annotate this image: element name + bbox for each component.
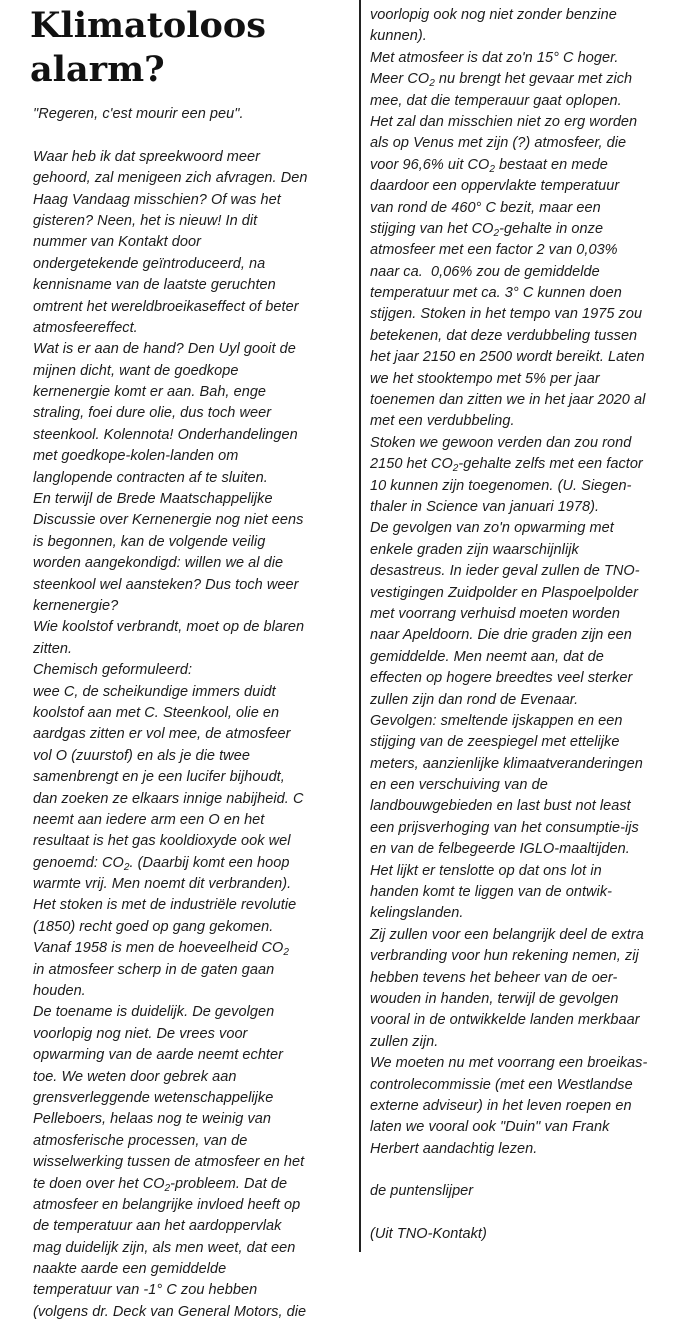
text-line: we het stooktempo met 5% per jaar xyxy=(370,370,600,387)
text-line: opwarming van de aarde neemt echter xyxy=(33,1047,284,1064)
text-line: (1850) recht goed op gang gekomen. xyxy=(33,918,274,935)
text-line: vooral in de ontwikkelde landen merkbaar xyxy=(370,1012,640,1029)
text-line: (volgens dr. Deck van General Motors, die xyxy=(33,1303,307,1320)
text-line: de puntenslijper xyxy=(370,1183,474,1200)
text-line: laten we vooral ook "Duin" van Frank xyxy=(370,1119,610,1136)
text-line: warmte vrij. Men noemt dit verbranden). xyxy=(33,876,292,893)
text-line: We moeten nu met voorrang een broeikas- xyxy=(370,1055,648,1072)
text-line: en van de felbegeerde IGLO-maaltijden. xyxy=(370,841,630,858)
text-line: zullen zijn. xyxy=(370,1033,439,1050)
text-line: vestigingen Zuidpolder en Plaspoelpolder xyxy=(370,584,639,601)
text-line: Met atmosfeer is dat zo'n 15° C hoger. xyxy=(370,49,619,66)
text-line: wee C, de scheikundige immers duidt xyxy=(33,683,276,700)
text-line: straling, foei dure olie, dus toch weer xyxy=(33,405,272,422)
text-line: wouden in handen, terwijl de gevolgen xyxy=(370,990,619,1007)
paragraph-gap xyxy=(370,1203,694,1224)
text-line: thaler in Science van januari 1978). xyxy=(370,498,600,515)
text-line: 10 kunnen zijn toegenomen. (U. Siegen- xyxy=(370,477,632,494)
text-line: Het zal dan misschien niet zo erg worden xyxy=(370,113,638,130)
text-line: neemt aan iedere arm een O en het xyxy=(33,811,265,828)
text-line: atmosfeer met een factor 2 van 0,03% xyxy=(370,242,618,259)
text-line: vol O (zuurstof) en als je die twee xyxy=(33,747,250,764)
column-divider xyxy=(359,0,361,1252)
text-line: mag duidelijk zijn, als men weet, dat een xyxy=(33,1239,296,1256)
text-line: temperatuur van -1° C zou hebben xyxy=(33,1282,258,1299)
text-line: nummer van Kontakt door xyxy=(33,234,201,251)
text-line: de temperatuur aan het aardoppervlak xyxy=(33,1218,282,1235)
text-line: betekenen, dat deze verdubbeling tussen xyxy=(370,327,638,344)
text-line: een prijsverhoging van het consumptie-ijs xyxy=(370,819,639,836)
text-line: Wie koolstof verbrandt, moet op de blaren xyxy=(33,619,305,636)
text-line: stijgen. Stoken in het tempo van 1975 zou xyxy=(370,306,643,323)
text-line: handen komt te liggen van de ontwik- xyxy=(370,884,613,901)
text-line: voorlopig nog niet. De vrees voor xyxy=(33,1025,248,1042)
text-line: gisteren? Neen, het is nieuw! In dit xyxy=(33,212,258,229)
text-line: koolstof aan met C. Steenkool, olie en xyxy=(33,704,280,721)
text-line: Het stoken is met de industriële revolutie xyxy=(33,897,297,914)
text-line: landbouwgebieden en last bust not least xyxy=(370,798,631,815)
text-line: kelingslanden. xyxy=(370,905,464,922)
text-line: kernenergie? xyxy=(33,597,119,614)
text-line: Het lijkt er tenslotte op dat ons lot in xyxy=(370,862,602,879)
text-line: daardoor een oppervlakte temperatuur xyxy=(370,178,620,195)
text-line: Gevolgen: smeltende ijskappen en een xyxy=(370,712,623,729)
text-line: verbranding voor hun rekening nemen, zij xyxy=(370,948,639,965)
text-line: te doen over het $CO_2$-probleem. Dat de xyxy=(33,1175,288,1194)
text-line: (Uit TNO-Kontakt) xyxy=(370,1226,487,1243)
text-line: naakte aarde een gemiddelde xyxy=(33,1261,227,1278)
text-line: zullen zijn dan rond de Evenaar. xyxy=(370,691,579,708)
text-line: De toename is duidelijk. De gevolgen xyxy=(33,1004,275,1021)
text-line: meters, aanzienlijke klimaatveranderingen xyxy=(370,755,643,772)
text-line: mijnen dicht, want de goedkope xyxy=(33,362,239,379)
text-line: Discussie over Kernenergie nog niet eens xyxy=(33,512,304,529)
text-line: stijging van de zeespiegel met ettelijke xyxy=(370,734,620,751)
text-line: met goedkope-kolen-landen om xyxy=(33,448,239,465)
text-line: externe adviseur) in het leven roepen en xyxy=(370,1097,632,1114)
text-line: "Regeren, c'est mourir een peu". xyxy=(33,106,244,122)
text-line: naar ca. 0,06% zou de gemiddelde xyxy=(370,263,600,280)
text-line: Haag Vandaag misschien? Of was het xyxy=(33,191,281,208)
text-line: voorlopig ook nog niet zonder benzine xyxy=(370,7,617,23)
text-line: Meer $CO_2$ nu brengt het gevaar met zich xyxy=(370,71,633,90)
text-line: worden aangekondigd: willen we al die xyxy=(33,555,284,572)
text-line: genoemd: $CO_2$. (Daarbij komt een hoop xyxy=(33,854,290,873)
text-line: hebben tevens het beheer van de oer- xyxy=(370,969,618,986)
text-line: kunnen). xyxy=(370,28,427,45)
text-line: Chemisch geformuleerd: xyxy=(33,662,193,679)
text-line: toe. We weten door gebrek aan xyxy=(33,1068,237,1085)
text-line: als op Venus met zijn (?) atmosfeer, die xyxy=(370,135,627,152)
text-line: stijging van het $CO_2$-gehalte in onze xyxy=(370,220,604,239)
text-line: toenemen dan zitten we in het jaar 2020 al xyxy=(370,392,646,409)
text-line: aardgas zitten er vol mee, de atmosfeer xyxy=(33,726,291,743)
text-line: kennisname van de laatste geruchten xyxy=(33,277,276,294)
text-line: naar Apeldoorn. Die drie graden zijn een xyxy=(370,627,632,644)
text-line: voor 96,6% uit $CO_2$ bestaat en mede xyxy=(370,156,608,175)
text-line: enkele graden zijn waarschijnlijk xyxy=(370,541,579,558)
right-column xyxy=(370,5,694,1246)
text-line: steenkool wel aansteken? Dus toch weer xyxy=(33,576,299,593)
text-line: Wat is er aan de hand? Den Uyl gooit de xyxy=(33,341,296,358)
paragraph-gap xyxy=(370,1160,694,1181)
text-line: Waar heb ik dat spreekwoord meer xyxy=(33,148,260,165)
text-line: Zij zullen voor een belangrijk deel de extra xyxy=(370,926,644,943)
text-line: Vanaf 1958 is men de hoeveelheid $CO_2$ xyxy=(33,940,289,959)
text-line: langlopende contracten af te sluiten. xyxy=(33,469,268,486)
text-line: het jaar 2150 en 2500 wordt bereikt. Laten xyxy=(370,349,645,366)
text-line: atmosferische processen, van de xyxy=(33,1132,248,1149)
text-line: mee, dat die temperauur gaat oplopen. xyxy=(370,92,622,109)
text-line: van rond de 460° C bezit, maar een xyxy=(370,199,601,216)
text-line: is begonnen, kan de volgende veilig xyxy=(33,533,266,550)
text-line: in atmosfeer scherp in de gaten gaan xyxy=(33,961,275,978)
text-line: en een verschuiving van de xyxy=(370,777,548,794)
text-line: met een verdubbeling. xyxy=(370,413,515,430)
paragraph-gap xyxy=(33,125,355,146)
text-line: gemiddelde. Men neemt aan, dat de xyxy=(370,648,604,665)
text-line: Herbert aandachtig lezen. xyxy=(370,1140,538,1157)
text-line: zitten. xyxy=(33,640,73,657)
text-line: atmosfeer en belangrijke invloed heeft op xyxy=(33,1196,301,1213)
text-line: 2150 het $CO_2$-gehalte zelfs met een factor xyxy=(370,456,643,475)
text-line: grensverleggende wetenschappelijke xyxy=(33,1089,274,1106)
text-line: houden. xyxy=(33,983,86,1000)
text-line: dan zoeken ze elkaars innige nabijheid. C xyxy=(33,790,304,807)
article-title: Klimatoloos alarm? xyxy=(30,5,266,90)
text-line: met voorrang verhuisd moeten worden xyxy=(370,605,620,622)
text-line: samenbrengt en je een lucifer bijhoudt, xyxy=(33,769,285,786)
text-line: effecten op hogere breedtes veel sterker xyxy=(370,670,633,687)
text-line: ondergetekende geïntroduceerd, na xyxy=(33,255,266,272)
text-line: En terwijl de Brede Maatschappelijke xyxy=(33,491,273,508)
text-line: omtrent het wereldbroeikaseffect of beter xyxy=(33,298,299,315)
text-line: steenkool. Kolennota! Onderhandelingen xyxy=(33,426,298,443)
text-line: Pelleboers, helaas nog te weinig van xyxy=(33,1111,271,1128)
text-line: wisselwerking tussen de atmosfeer en het xyxy=(33,1154,305,1171)
text-line: resultaat is het gas kooldioxyde ook wel xyxy=(33,833,291,850)
text-line: De gevolgen van zo'n opwarming met xyxy=(370,520,614,537)
text-line: desastreus. In ieder geval zullen de TNO- xyxy=(370,563,640,580)
text-line: controlecommissie (met een Westlandse xyxy=(370,1076,633,1093)
left-column xyxy=(33,104,355,1323)
text-line: kernenergie komt er aan. Bah, enge xyxy=(33,384,267,401)
text-line: gehoord, zal menigeen zich afvragen. Den xyxy=(33,170,308,187)
text-line: Stoken we gewoon verden dan zou rond xyxy=(370,434,632,451)
text-line: temperatuur met ca. 3° C kunnen doen xyxy=(370,285,622,302)
text-line: atmosfeereffect. xyxy=(33,319,138,336)
